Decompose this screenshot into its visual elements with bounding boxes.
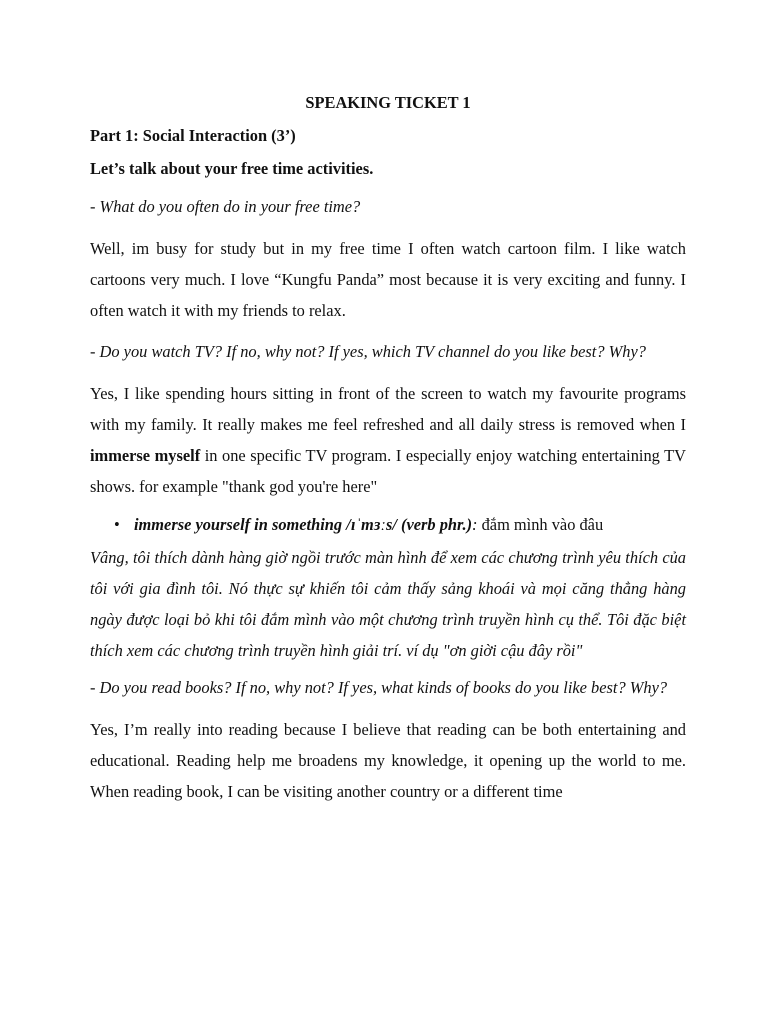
part-heading: Part 1: Social Interaction (3’) [90,126,296,145]
answer-2-bold-phrase: immerse myself [90,446,201,465]
answer-1: Well, im busy for study but in my free time I often watch cartoon film. I like watch cartoons very much. I love “Kungfu Panda” most because it is very exciting and funny. I often watch it with my friends to relax. [90,239,686,320]
page-title: SPEAKING TICKET 1 [305,93,471,112]
vocabulary-meaning: đắm mình vào đâu [477,515,604,534]
question-2: - Do you watch TV? If no, why not? If yes, which TV channel do you like best? Why? [90,342,646,361]
answer-2-text-end: in one specific TV program. I especially enjoy watching entertaining TV shows. for example "thank god you're here" [90,446,686,496]
vocabulary-term: immerse yourself in something /ɪˈmɜːs/ (verb phr.) [134,515,473,534]
question-3: - Do you read books? If no, why not? If yes, what kinds of books do you like best? Why? [90,678,668,697]
document-page [90,92,686,817]
vocabulary-colon: : [472,515,478,534]
vocabulary-list [90,512,686,538]
translation-2: Vâng, tôi thích dành hàng giờ ngồi trước màn hình để xem các chương trình yêu thích của tôi với gia đình tôi. Nó thực sự khiến tôi cảm thấy sảng khoái và mọi căng thẳng hàng ngày được loại bỏ khi tôi đắm mình vào một chương trình truyền hình cụ thể. Tôi đặc biệt thích xem các chương trình truyền hình giải trí. ví dụ "ơn giời cậu đây rồi" [90,548,686,660]
answer-3: Yes, I’m really into reading because I believe that reading can be both entertaining and educational. Reading help me broadens my knowledge, it opening up the world to me. When reading book, I can be visiting another country or a different time [90,720,686,801]
answer-2-text-start: Yes, I like spending hours sitting in front of the screen to watch my favourite programs with my family. It really makes me feel refreshed and all daily stress is removed when I [90,384,686,434]
question-1: - What do you often do in your free time? [90,197,361,216]
bullet-icon: • [114,515,120,534]
answer-2 [90,378,686,502]
vocabulary-item [114,512,686,538]
topic-heading: Let’s talk about your free time activities. [90,159,374,178]
